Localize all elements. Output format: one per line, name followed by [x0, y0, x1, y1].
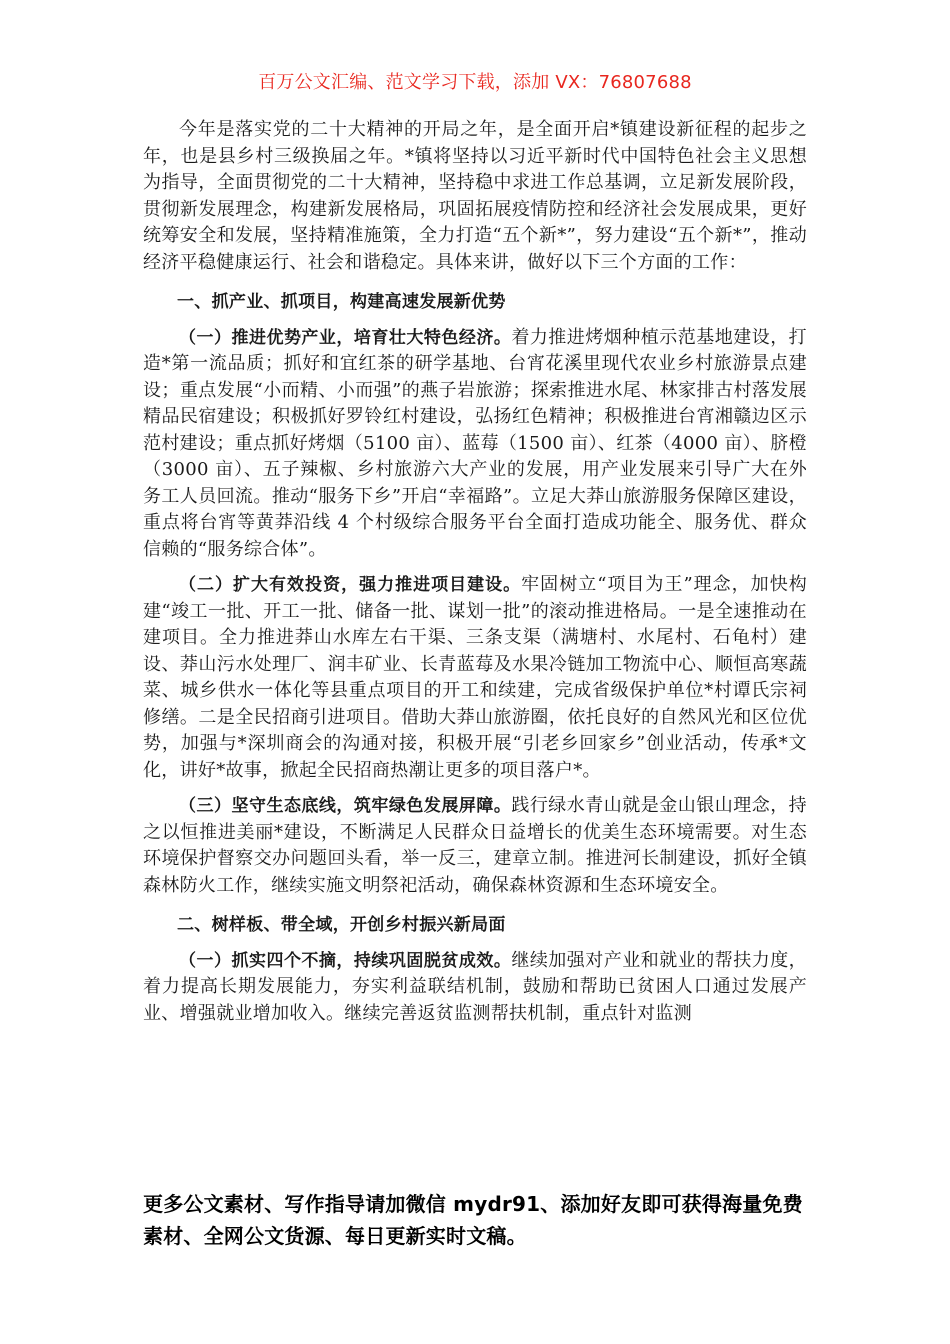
section-2-heading: 二、树样板、带全域，开创乡村振兴新局面	[177, 915, 506, 935]
section-1-3-paragraph	[143, 793, 807, 899]
section-2-1-paragraph	[143, 948, 807, 1028]
section-1-3-text: 践行绿水青山就是金山银山理念，持之以恒推进美丽*建设，不断满足人民群众日益增长的优美生态环境需要。对生态环境保护督察交办问题回头看，举一反三，建章立制。推进河长制建设，抓好全镇森林防火工作，继续实施文明祭祀活动，确保森林资源和生态环境安全。	[143, 795, 807, 896]
footer-promo: 更多公文素材、写作指导请加微信 mydr91、添加好友即可获得海量免费素材、全网公文货源、每日更新实时文稿。	[143, 1192, 803, 1248]
section-1-heading: 一、抓产业、抓项目，构建高速发展新优势	[177, 292, 506, 312]
section-1-1-text: 着力推进烤烟种植示范基地建设，打造*第一流品质；抓好和宜红茶的研学基地、台宵花溪里现代农业乡村旅游景点建设；重点发展“小而精、小而强”的燕子岩旅游；探索推进水尾、林家排古村落发展精品民宿建设；积极抓好罗铃红村建设，弘扬红色精神；积极推进台宵湘赣边区示范村建设；重点抓好烤烟（5100 亩）、蓝莓（1500 亩）、红茶（4000 亩）、脐橙（3000 亩）、五子辣椒、乡村旅游六大产业的发展，用产业发展来引导广大在外务工人员回流。推动“服务下乡”开启“幸福路”。立足大莽山旅游服务保障区建设，重点将台宵等黄莽沿线 4 个村级综合服务平台全面打造成功能全、服务优、群众信赖的“服务综合体”。	[143, 326, 807, 560]
section-1-1-lead: （一）推进优势产业，培育壮大特色经济。	[179, 327, 512, 348]
document-body	[143, 117, 807, 1027]
section-1-2-lead: （二）扩大有效投资，强力推进项目建设。	[179, 575, 522, 595]
section-2-1-text: 继续加强对产业和就业的帮扶力度，着力提高长期发展能力，夯实利益联结机制，鼓励和帮助已贫困人口通过发展产业、增强就业增加收入。继续完善返贫监测帮扶机制，重点针对监测	[143, 949, 807, 1024]
section-1-2-text: 牢固树立“项目为王”理念，加快构建“竣工一批、开工一批、储备一批、谋划一批”的滚动推进格局。一是全速推动在建项目。全力推进莽山水库左右干渠、三条支渠（满塘村、水尾村、石龟村）建设、莽山污水处理厂、润丰矿业、长青蓝莓及水果冷链加工物流中心、顺恒高寒蔬菜、城乡供水一体化等县重点项目的开工和续建，完成省级保护单位*村谭氏宗祠修缮。二是全民招商引进项目。借助大莽山旅游圈，依托良好的自然风光和区位优势，加强与*深圳商会的沟通对接，积极开展“引老乡回家乡”创业活动，传承*文化，讲好*故事，掀起全民招商热潮让更多的项目落户*。	[143, 574, 808, 781]
section-2-1-lead: （一）抓实四个不摘，持续巩固脱贫成效。	[179, 950, 512, 971]
section-1-1-paragraph	[143, 325, 807, 564]
header-banner: 百万公文汇编、范文学习下载，添加 VX：76807688	[258, 72, 692, 93]
intro-paragraph: 今年是落实党的二十大精神的开局之年，是全面开启*镇建设新征程的起步之年，也是县乡村三级换届之年。*镇将坚持以习近平新时代中国特色社会主义思想为指导，全面贯彻党的二十大精神，坚持稳中求进工作总基调，立足新发展阶段，贯彻新发展理念，构建新发展格局，巩固拓展疫情防控和经济社会发展成果，更好统筹安全和发展，坚持精准施策，全力打造“五个新*”，努力建设“五个新*”，推动经济平稳健康运行、社会和谐稳定。具体来讲，做好以下三个方面的工作：	[143, 119, 807, 273]
section-1-2-paragraph	[143, 572, 807, 784]
section-1-3-lead: （三）坚守生态底线，筑牢绿色发展屏障。	[179, 796, 512, 816]
